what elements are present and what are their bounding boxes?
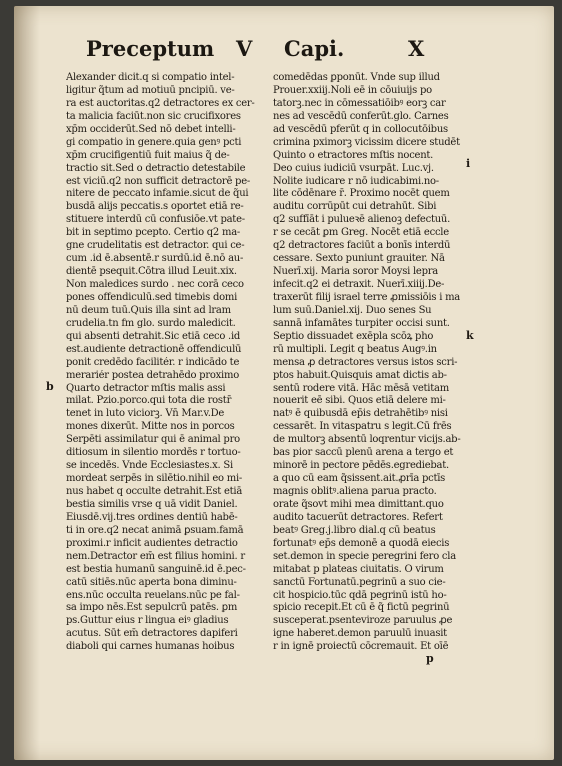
text-line: mitabat p plateas ciuitatis. O virum xyxy=(273,563,444,575)
text-line: r se cecāt ꝑm Greg. Nocēt etiā eccle xyxy=(273,227,449,239)
text-line: orate q̃sovt mihi mea dimittant.quo xyxy=(273,498,444,510)
text-line: xp̄m occiderūt.Sed nō debet intelli- xyxy=(66,123,236,135)
text-line: beatꝰ Greg.j.libro dial.q cū beatus xyxy=(273,524,436,536)
text-line: Eiusdē.vij.tres ordines dentiū habē- xyxy=(66,511,238,523)
text-line: natꝰ ē quibusdā ep̄is detrahētibꝰ nisi xyxy=(273,408,448,420)
text-line: Serpēti assimilatur qui ē animal pro xyxy=(66,434,240,446)
text-line: qui absenti detrahit.Sic etiā ceco .id xyxy=(66,330,241,342)
text-line: infecit.q2 ei detraxit. Nuerī.xiiij.De- xyxy=(273,279,445,290)
text-line: tatorꝫ.nec in cōmessatiōibꝰ eorꝫ car xyxy=(273,97,446,109)
text-line: r in ignē proiectū cōcremauit. Et oīē xyxy=(273,641,449,653)
text-line: bestia similis vrse q uā vidit Daniel. xyxy=(66,498,238,510)
text-line: Prouer.xxiij.Noli eē in cōuiuijs po xyxy=(273,84,432,96)
text-line: proximi.r inficit audientes detractio xyxy=(66,537,238,549)
text-line: Non maledices surdo . nec corā ceco xyxy=(66,279,244,290)
text-line: fortunatꝰ ep̄s demonē a quodā eiecis xyxy=(273,537,450,549)
page-gutter-shadow xyxy=(14,6,40,760)
text-line: est viciū.q2 non sufficit detractorē pe- xyxy=(66,175,250,187)
text-line: ditiosum in silentio mordēs r tortuo- xyxy=(66,447,241,459)
text-line: crudelia.tn fm glo. surdo maledicit. xyxy=(66,317,236,329)
text-line: nū deum tuū.Quis illa sint ad lram xyxy=(66,304,231,316)
text-line: igne haberet.demon paruulū inuasit xyxy=(273,628,447,640)
text-line: acutus. Sūt em̄ detractores dapiferi xyxy=(66,628,238,640)
text-line: Nuerī.xij. Maria soror Moysi lepra xyxy=(273,266,438,278)
text-line: tractio sit.Sed o detractio detestabile xyxy=(66,162,246,174)
text-line: gi compatio in genere.quia genꝰ pcti xyxy=(66,136,242,148)
text-line: sentū rodere vitā. Hāc mēsā vetitam xyxy=(273,382,449,394)
text-line: sa impo nēs.Est sepulcrū patēs. ꝑm xyxy=(66,602,238,614)
text-line: crimina pximorꝫ vicissim dicere studēt xyxy=(273,136,460,148)
text-line: bas pior saccū plenū arena a tergo et xyxy=(273,447,454,459)
text-line: mones dixerūt. Mitte nos in porcos xyxy=(66,421,235,433)
text-line: stituere interdū cū confusiōe.vt pate- xyxy=(66,214,245,226)
text-line: spicio recepit.Et cū ē q̃ fictū pegrinū xyxy=(273,602,450,614)
text-line: q2 suffīāt i pulueꝛē alienoꝫ defectuū. xyxy=(273,214,451,226)
text-line: lite cōdēnare r̄. Proximo nocēt quem xyxy=(273,188,450,200)
text-line: milat. Pzio.porco.qui tota die rostr̄ xyxy=(66,395,232,407)
text-line: Nolite iudicare r nō iudicabimi.no- xyxy=(273,175,439,187)
text-line: mordeat serpēs in silētio.nihil eo mi- xyxy=(66,473,243,485)
text-line: ti in ore.q2 necat animā ꝑsuam.famā xyxy=(66,524,244,536)
header-capi: Capi. xyxy=(284,36,345,61)
header-chapter-number: X xyxy=(408,36,425,61)
header-numeral: V xyxy=(236,36,253,61)
signature-mark: p xyxy=(426,652,434,665)
text-line: sanctū Fortunatū.pegrinū a suo cie- xyxy=(273,576,446,588)
left-text-column xyxy=(66,72,256,654)
text-line: Quinto o etractores mſtis nocent. xyxy=(273,149,434,161)
text-line: bit in septimo pcepto. Certio q2 ma- xyxy=(66,227,241,239)
margin-marker-b: b xyxy=(46,380,54,393)
text-line: diaboli qui carnes humanas hoibus xyxy=(66,641,235,653)
text-line: audito tacuerūt detractores. Refert xyxy=(273,511,443,523)
text-line: ligitur q̃tum ad motiuū pncipiū. ve- xyxy=(66,84,235,96)
text-line: cessare. Sexto puniunt grauiter. Nā xyxy=(273,253,445,265)
text-line: est.audiente detractionē offendiculū xyxy=(66,343,242,355)
text-line: magnis oblitꝰ.aliena parua practo. xyxy=(273,486,437,497)
text-line: merariér postea detrahēdo proximo xyxy=(66,369,239,381)
text-line: ptos habuit.Quisquis amat dictis ab- xyxy=(273,369,447,381)
header-preceptum: Preceptum xyxy=(86,36,215,61)
text-line: catū sitiēs.nūc aperta bona diminu- xyxy=(66,576,237,588)
text-line: nouerit eē sibi. Quos etiā delere mi- xyxy=(273,395,446,407)
text-line: a quo cū eam q̃sissent.ait.ꝓrīa pctīs xyxy=(273,473,446,485)
text-line: sannā infamātes turpiter occisi sunt. xyxy=(273,317,450,329)
text-line: gne crudelitatis est detractor. qui ce- xyxy=(66,240,245,252)
right-text-column xyxy=(273,72,463,654)
text-line: busdā alijs peccatis.s oportet etiā re- xyxy=(66,201,244,213)
text-line: set.demon in specie peregrini fero cla xyxy=(273,550,456,562)
text-line: ad vescēdū pferūt q in collocutōibus xyxy=(273,123,448,135)
text-line: Quarto detractor mſtis malis assi xyxy=(66,382,226,394)
text-line: ps.Guttur eius r lingua eiꝰ gladius xyxy=(66,615,229,627)
text-line: nitere de peccato infamie.sicut de q̃ui xyxy=(66,188,249,200)
text-line: nem.Detractor em̄ est filius homini. r xyxy=(66,550,245,562)
text-line: Deo cuius iudiciū vsurpāt. Luc.vj. xyxy=(273,162,434,174)
text-line: ta malicia faciūt.non sic crucifixores xyxy=(66,110,241,122)
running-header xyxy=(86,36,456,68)
text-line: nes ad vescēdū conferūt.glo. Carnes xyxy=(273,110,449,122)
text-line: lum suū.Daniel.xij. Duo senes Su xyxy=(273,304,432,316)
text-line: xp̄m crucifigentiū fuit maius q̃ de- xyxy=(66,149,230,161)
text-line: auditu corrūpūt cui detrahūt. Sibi xyxy=(273,201,437,213)
text-line: traxerūt filij israel terre ꝓmissiōis i ma xyxy=(273,291,461,303)
text-line: ra est auctoritas.q2 detractores ex cer- xyxy=(66,97,255,109)
text-line: tenet in luto viciorꝫ. Vn̄ Mar.v.De xyxy=(66,408,225,420)
text-line: ens.nūc occulta reuelans.nūc pe fal- xyxy=(66,589,240,601)
text-line: nus habet q occulte detrahit.Est etiā xyxy=(66,486,243,497)
text-line: mensa ꝓ detractores versus istos scri- xyxy=(273,356,458,368)
text-line: se incedēs. Vnde Ecclesiastes.x. Si xyxy=(66,460,233,472)
text-line: ponit credēdo facilitér. r indicādo te xyxy=(66,356,240,368)
text-line: rū multipli. Legit q beatus Augꝰ.in xyxy=(273,343,437,355)
text-line: Septio dissuadet exēpla scōꝝ pho xyxy=(273,330,434,342)
text-line: cessarēt. In vitaspatru s legit.Cū frēs xyxy=(273,421,452,433)
text-line: cum .id ē.absentē.r surdū.id ē.nō au- xyxy=(66,253,244,265)
text-line: minorē in pectore pēdēs.egrediebat. xyxy=(273,460,449,472)
text-line: de multorꝫ absentū loqrentur vicijs.ab- xyxy=(273,434,461,446)
margin-marker-k: k xyxy=(466,329,474,342)
text-line: dientē psequit.Cōtra illud Leuit.xix. xyxy=(66,266,237,278)
text-line: pones offendiculū.sed timebis domi xyxy=(66,291,238,303)
text-line: comedēdas ꝑponūt. Vnde sup illud xyxy=(273,72,440,83)
text-line: cit hospicio.tūc qdā pegrinū istū ho- xyxy=(273,589,447,601)
text-line: q2 detractores faciūt a bonīs interdū xyxy=(273,240,451,252)
margin-marker-i: i xyxy=(466,157,471,170)
text-line: susceperat.psenteviroze paruulus ꝓe xyxy=(273,615,453,627)
text-line: Alexander dicit.q si compatio intel- xyxy=(66,72,235,83)
text-line: est bestia humanū sanguinē.id ē.pec- xyxy=(66,563,246,575)
